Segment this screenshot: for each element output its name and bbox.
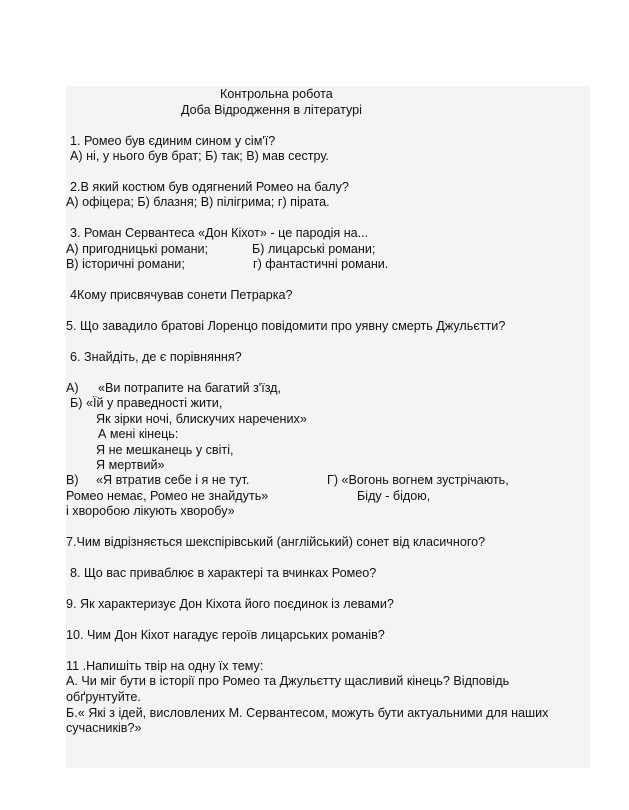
question-6-option-b-line-1: Б) «Їй у праведності жити,: [70, 396, 223, 410]
question-11-topic-a-line-2: обґрунтуйте.: [66, 690, 141, 704]
question-9: 9. Як характеризує Дон Кіхота його поєдинок із левами?: [66, 597, 394, 611]
question-8: 8. Що вас приваблює в характері та вчинках Ромео?: [70, 566, 377, 580]
question-3: 3. Роман Сервантеса «Дон Кіхот» - це пародія на...: [70, 226, 369, 240]
question-4: 4Кому присвячував сонети Петрарка?: [70, 288, 293, 302]
title-line-1: Контрольна робота: [220, 87, 333, 101]
question-11-topic-a-line-1: А. Чи міг бути в історії про Ромео та Джульєтту щасливий кінець? Відповідь: [66, 674, 510, 688]
question-6-option-v-letter: В): [66, 473, 79, 487]
question-7: 7.Чим відрізняється шекспірівський (англійський) сонет від класичного?: [66, 535, 486, 549]
question-11-topic-b-line-2: сучасників?»: [66, 721, 142, 735]
question-1-options: А) ні, у нього був брат; Б) так; В) мав сестру.: [70, 149, 329, 163]
question-6-option-a-text: «Ви потрапите на багатий з'їзд,: [98, 381, 282, 395]
question-1: 1. Ромео був єдиним сином у сім'ї?: [70, 134, 276, 148]
question-3-option-v: В) історичні романи;: [66, 257, 185, 271]
question-6-option-v-line-3: і хворобою лікують хворобу»: [66, 504, 235, 518]
question-6: 6. Знайдіть, де є порівняння?: [70, 350, 242, 364]
question-6-option-v-line-2: Ромео немає, Ромео не знайдуть»: [66, 489, 269, 503]
question-10: 10. Чим Дон Кіхот нагадує героїв лицарських романів?: [66, 628, 385, 642]
question-6-option-b-line-3: А мені кінець:: [98, 427, 179, 441]
question-6-option-g-line-1: Г) «Вогонь вогнем зустрічають,: [327, 473, 509, 487]
question-5: 5. Що завадило братові Лоренцо повідомити про уявну смерть Джульєтти?: [66, 319, 506, 333]
question-2: 2.В який костюм був одягнений Ромео на балу?: [70, 180, 349, 194]
question-11-topic-b-line-1: Б.« Які з ідей, висловлених М. Сервантесом, можуть бути актуальними для наших: [66, 706, 549, 720]
question-3-option-g: г) фантастичні романи.: [253, 257, 389, 271]
question-6-option-v-line-1: «Я втратив себе і я не тут.: [96, 473, 250, 487]
question-6-option-a-letter: А): [66, 381, 79, 395]
question-3-option-a: А) пригодницькі романи;: [66, 242, 209, 256]
question-11: 11 .Напишіть твір на одну їх тему:: [66, 659, 264, 673]
question-6-option-b-line-5: Я мертвий»: [96, 458, 165, 472]
title-line-2: Доба Відродження в літературі: [181, 103, 362, 117]
question-6-option-g-line-2: Біду - бідою,: [357, 489, 431, 503]
question-3-option-b: Б) лицарські романи;: [252, 242, 376, 256]
question-6-option-b-line-2: Як зірки ночі, блискучих наречених»: [96, 412, 307, 426]
question-2-options: А) офіцера; Б) блазня; В) пілігрима; г) пірата.: [66, 195, 330, 209]
question-6-option-b-line-4: Я не мешканець у світі,: [96, 443, 234, 457]
